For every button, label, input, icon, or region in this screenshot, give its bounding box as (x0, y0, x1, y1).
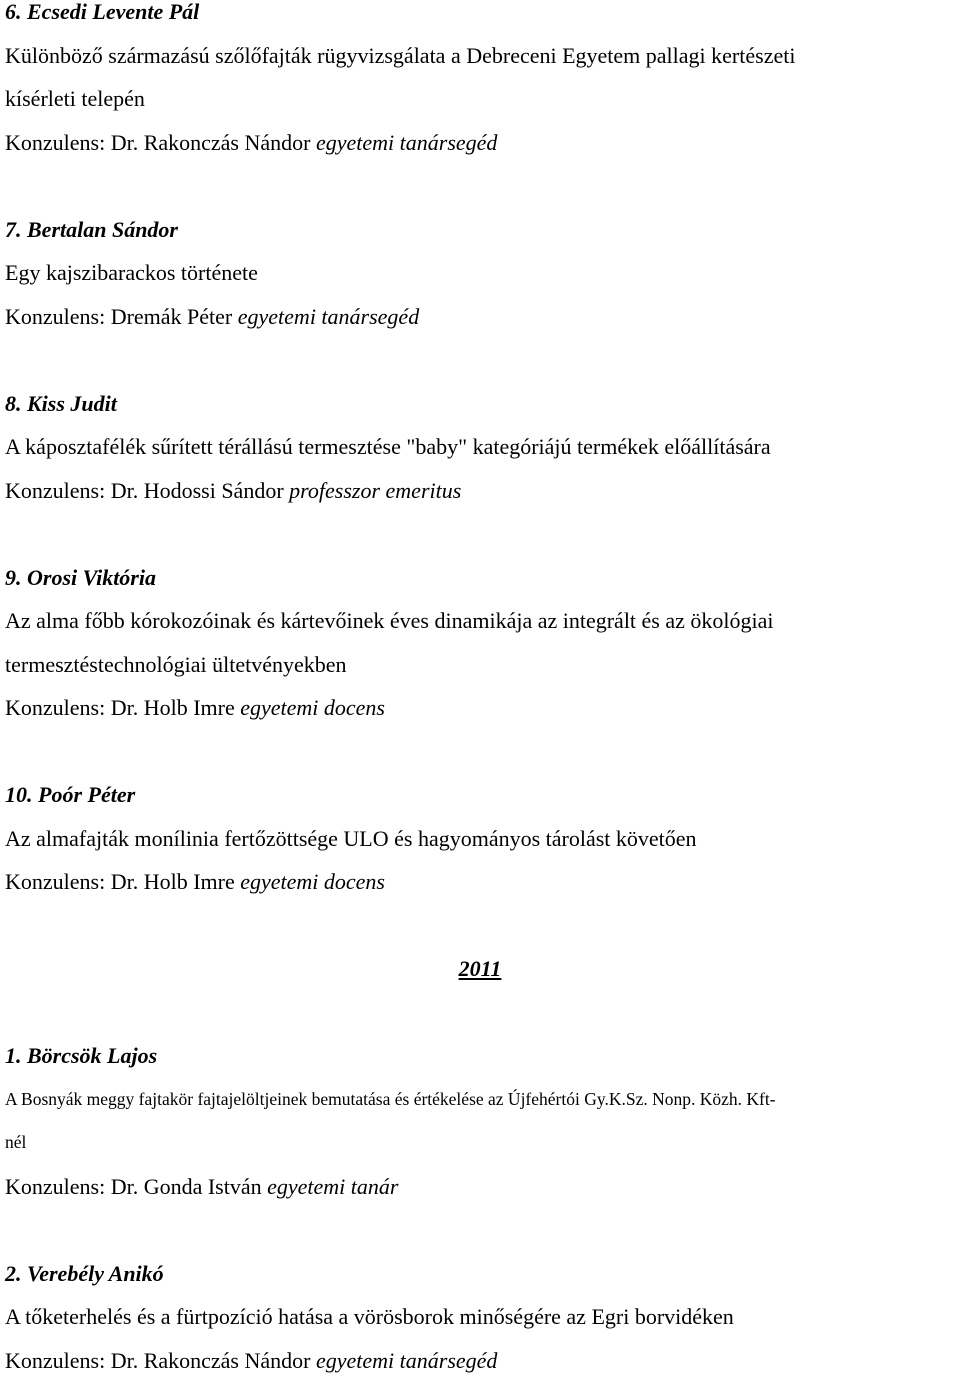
entry-heading: 9. Orosi Viktória (5, 556, 955, 600)
thesis-entry (5, 0, 955, 164)
entry-consultant: Konzulens: Dr. Holb Imre egyetemi docens (5, 860, 955, 904)
entry-heading: 6. Ecsedi Levente Pál (5, 0, 955, 34)
entry-heading: 8. Kiss Judit (5, 382, 955, 426)
thesis-entry (5, 773, 955, 904)
entry-consultant: Konzulens: Dr. Hodossi Sándor professzor emeritus (5, 469, 955, 513)
entry-title-line: A tőketerhelés és a fürtpozíció hatása a vörösborok minőségére az Egri borvidéken (5, 1295, 955, 1339)
entry-title-line: Különböző származású szőlőfajták rügyvizsgálata a Debreceni Egyetem pallagi kertészeti (5, 34, 955, 78)
entry-title-line: Egy kajszibarackos története (5, 251, 955, 295)
entry-heading: 1. Börcsök Lajos (5, 1034, 955, 1078)
thesis-entry (5, 1034, 955, 1208)
entry-consultant: Konzulens: Dr. Rakonczás Nándor egyetemi tanársegéd (5, 121, 955, 165)
thesis-entry (5, 556, 955, 730)
year-section (5, 947, 955, 991)
entry-heading: 7. Bertalan Sándor (5, 208, 955, 252)
entry-title-line: nél (5, 1121, 955, 1165)
entry-title-line: Az alma főbb kórokozóinak és kártevőinek éves dinamikája az integrált és az ökológiai (5, 599, 955, 643)
year-heading: 2011 (5, 947, 955, 991)
entry-title-line: A Bosnyák meggy fajtakör fajtajelöltjeinek bemutatása és értékelése az Újfehértói Gy.K.Sz. Nonp. Közh. Kft- (5, 1078, 955, 1122)
entry-heading: 10. Poór Péter (5, 773, 955, 817)
thesis-entry (5, 208, 955, 339)
entry-title-line: A káposztafélék sűrített térállású termesztése "baby" kategóriájú termékek előállítására (5, 425, 955, 469)
entry-consultant: Konzulens: Dr. Gonda István egyetemi tanár (5, 1165, 955, 1209)
entry-title-line: termesztéstechnológiai ültetvényekben (5, 643, 955, 687)
entry-consultant: Konzulens: Dr. Holb Imre egyetemi docens (5, 686, 955, 730)
entry-consultant: Konzulens: Dremák Péter egyetemi tanársegéd (5, 295, 955, 339)
thesis-entry (5, 1252, 955, 1382)
entry-heading: 2. Verebély Anikó (5, 1252, 955, 1296)
entry-consultant: Konzulens: Dr. Rakonczás Nándor egyetemi tanársegéd (5, 1339, 955, 1382)
entry-title-line: Az almafajták monílinia fertőzöttsége ULO és hagyományos tárolást követően (5, 817, 955, 861)
entry-title-line: kísérleti telepén (5, 77, 955, 121)
thesis-entry (5, 382, 955, 513)
